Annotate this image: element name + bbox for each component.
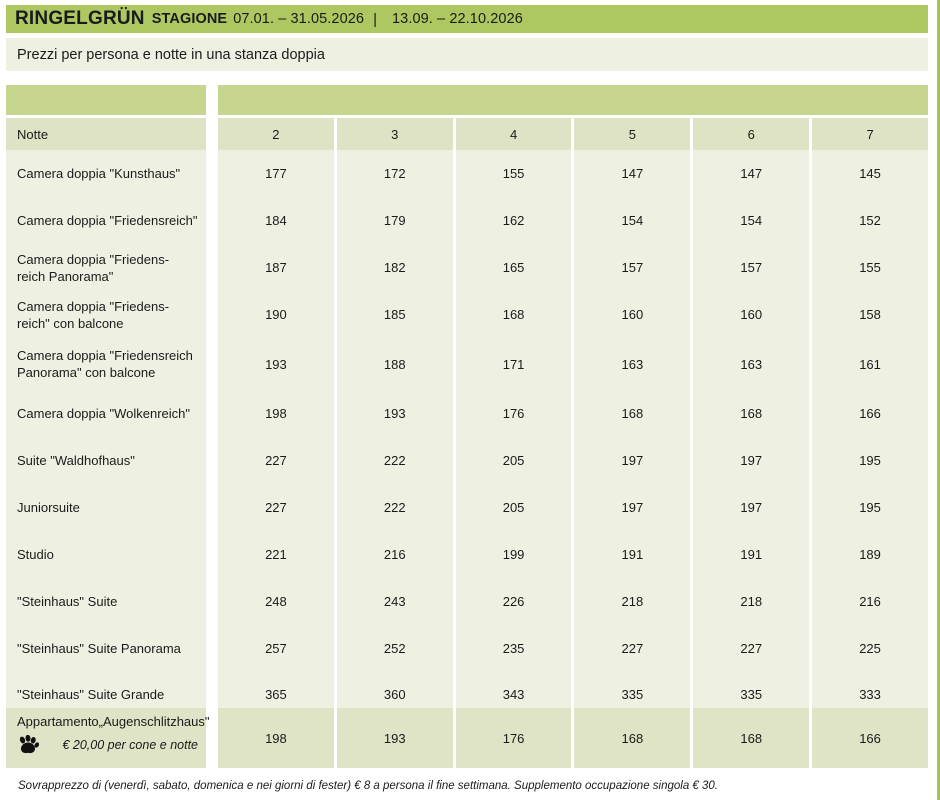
- nights-header-row: [218, 118, 928, 150]
- date-range-primary: 07.01. – 31.05.2026: [233, 11, 365, 27]
- apartment-price-cell: 166: [812, 708, 928, 768]
- price-cell: 195: [859, 453, 881, 468]
- price-cell: 172: [383, 166, 406, 181]
- price-cell: 226: [502, 594, 525, 609]
- price-cell: 154: [621, 213, 644, 228]
- room-label-text: Camera doppia "Wolkenreich": [17, 406, 191, 421]
- nights-header-cell-5: 5: [574, 118, 690, 150]
- price-table: [6, 118, 928, 717]
- pet-fee-text: € 20,00 per cone e notte: [62, 738, 198, 752]
- price-cell: 343: [502, 687, 525, 702]
- price-cell: 205: [502, 500, 525, 515]
- price-cell: 257: [265, 641, 287, 656]
- price-cell: 227: [621, 641, 644, 656]
- price-column-7: [812, 150, 928, 717]
- subtitle-text: Prezzi per persona e notte in una stanza doppia: [17, 46, 325, 63]
- price-cell: 163: [621, 356, 644, 372]
- price-cell: 163: [740, 356, 763, 372]
- title-bar: [6, 5, 928, 33]
- apartment-name: Appartamento„Augenschlitzhaus": [17, 714, 210, 729]
- price-cell: 227: [740, 641, 763, 656]
- row-header-label: Notte: [6, 118, 206, 150]
- price-cell: 191: [621, 547, 644, 562]
- room-label-text: Camera doppia "Friedensreich": [17, 213, 198, 228]
- price-cell: 162: [502, 213, 525, 228]
- price-cell: 225: [859, 641, 881, 656]
- price-cell: 179: [383, 213, 406, 228]
- apartment-price-cell: 176: [456, 708, 572, 768]
- price-cell: 227: [265, 453, 287, 468]
- room-label-cell: [6, 531, 206, 578]
- price-cell: 197: [740, 500, 763, 515]
- price-cell: 227: [265, 500, 287, 515]
- footnote-text: Sovrapprezzo di (venerdì, sabato, domenica e nei giorni di fester) € 8 a persona il fine settimana. Supplemento occupazione singola € 30.: [18, 780, 719, 792]
- apartment-price-cells: [218, 708, 928, 768]
- price-cell: 155: [859, 260, 881, 275]
- table-cap-right: [218, 85, 928, 115]
- price-cell: 216: [859, 594, 881, 609]
- pet-fee-line: [17, 735, 200, 755]
- room-label-cell: [6, 338, 206, 390]
- price-cell: 145: [859, 166, 881, 181]
- room-label-cell: [6, 197, 206, 244]
- date-range-secondary: 13.09. – 22.10.2026: [392, 11, 523, 27]
- season-label: STAGIONE: [151, 11, 228, 27]
- price-cell: 360: [383, 687, 406, 702]
- price-column-2: [218, 150, 334, 717]
- price-cell: 147: [740, 166, 763, 181]
- price-cell: 191: [740, 547, 763, 562]
- price-cell: 157: [621, 260, 644, 275]
- price-cell: 184: [265, 213, 287, 228]
- room-label-text: Camera doppia "Friedens- reich Panorama": [17, 251, 170, 284]
- price-cell: 161: [859, 356, 881, 372]
- price-cell: 243: [383, 594, 406, 609]
- price-cell: 171: [502, 356, 525, 372]
- price-cell: 218: [621, 594, 644, 609]
- price-cell: 188: [383, 356, 406, 372]
- apartment-price-cell: 168: [693, 708, 809, 768]
- paw-icon: [17, 735, 39, 755]
- apartment-price-cell: 168: [574, 708, 690, 768]
- price-cell: 365: [265, 687, 287, 702]
- price-cell: 195: [859, 500, 881, 515]
- room-label-cell: [6, 437, 206, 484]
- price-cell: 198: [265, 406, 287, 421]
- room-label-cell: [6, 484, 206, 531]
- room-label-text: "Steinhaus" Suite Panorama: [17, 641, 181, 656]
- price-cell: 158: [859, 307, 881, 322]
- price-cell: 189: [859, 547, 881, 562]
- price-cell: 221: [265, 547, 287, 562]
- room-label-text: "Steinhaus" Suite Grande: [17, 687, 165, 702]
- subtitle-band: [6, 38, 928, 71]
- nights-header-cell-6: 6: [693, 118, 809, 150]
- price-cell: 182: [383, 260, 406, 275]
- price-cell: 335: [740, 687, 763, 702]
- price-cell: 168: [502, 307, 525, 322]
- price-cell: 165: [502, 260, 525, 275]
- nights-header-cell-4: 4: [456, 118, 572, 150]
- room-label-column: [6, 118, 206, 717]
- price-cell: 197: [740, 453, 763, 468]
- room-label-cell: [6, 625, 206, 672]
- price-cell: 155: [502, 166, 525, 181]
- apartment-label-cell: [6, 708, 210, 768]
- price-cell: 157: [740, 260, 763, 275]
- apartment-price-cell: 193: [337, 708, 453, 768]
- price-cell: 197: [621, 453, 644, 468]
- price-cell: 248: [265, 594, 287, 609]
- price-cell: 168: [740, 406, 763, 421]
- price-cell: 193: [383, 406, 406, 421]
- price-cell: 166: [859, 406, 881, 421]
- room-label-text: "Steinhaus" Suite: [17, 594, 118, 609]
- price-body: [218, 150, 928, 717]
- room-label-text: Camera doppia "Kunsthaus": [17, 166, 181, 181]
- price-cell: 185: [383, 307, 406, 322]
- room-label-cell: [6, 390, 206, 437]
- price-cell: 333: [859, 687, 881, 702]
- price-column-4: [456, 150, 572, 717]
- price-cell: 177: [265, 166, 287, 181]
- brand-title: RINGELGRÜN: [15, 8, 145, 29]
- room-label-text: Suite "Waldhofhaus": [17, 453, 135, 468]
- price-column-5: [574, 150, 690, 717]
- room-label-cell: [6, 291, 206, 338]
- price-cell: 216: [383, 547, 406, 562]
- price-cell: 193: [265, 356, 287, 372]
- room-label-list: [6, 150, 206, 717]
- nights-header-cell-2: 2: [218, 118, 334, 150]
- room-label-text: Juniorsuite: [17, 500, 80, 515]
- price-cell: 190: [265, 307, 287, 322]
- room-label-text: Studio: [17, 547, 54, 562]
- price-cell: 147: [621, 166, 644, 181]
- price-cell: 160: [740, 307, 763, 322]
- price-cell: 335: [621, 687, 644, 702]
- price-cell: 168: [621, 406, 644, 421]
- price-cell: 152: [859, 213, 881, 228]
- apartment-price-cell: 198: [218, 708, 334, 768]
- price-column-6: [693, 150, 809, 717]
- price-cell: 205: [502, 453, 525, 468]
- price-cell: 197: [621, 500, 644, 515]
- price-cell: 222: [383, 500, 406, 515]
- price-cell: 176: [502, 406, 525, 421]
- price-cell: 187: [265, 260, 287, 275]
- price-grid: [218, 118, 928, 717]
- price-column-3: [337, 150, 453, 717]
- room-label-cell: [6, 244, 206, 291]
- nights-header-cell-3: 3: [337, 118, 453, 150]
- room-label-cell: [6, 578, 206, 625]
- price-cell: 218: [740, 594, 763, 609]
- price-cell: 154: [740, 213, 763, 228]
- price-cell: 235: [502, 641, 525, 656]
- date-separator: |: [373, 10, 377, 28]
- table-cap-left: [6, 85, 206, 115]
- room-label-text: Camera doppia "Friedens- reich" con balcone: [17, 298, 170, 331]
- room-label-text: Camera doppia "Friedensreich Panorama" con balcone: [17, 348, 193, 380]
- price-cell: 160: [621, 307, 644, 322]
- nights-header-cell-7: 7: [812, 118, 928, 150]
- room-label-cell: [6, 150, 206, 197]
- price-cell: 199: [502, 547, 525, 562]
- price-cell: 252: [383, 641, 406, 656]
- price-cell: 222: [383, 453, 406, 468]
